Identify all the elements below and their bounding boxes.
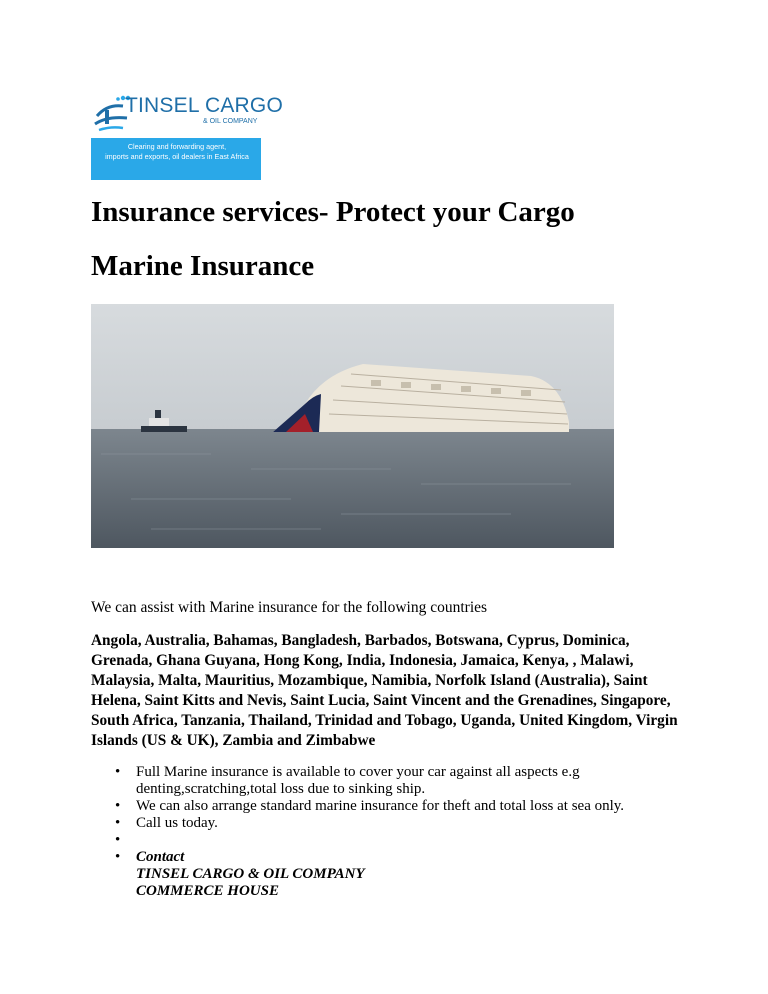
list-item bbox=[91, 815, 691, 832]
contact-item bbox=[91, 849, 691, 900]
countries-line: Malaysia, Malta, Mauritius, Mozambique, Namibia, Norfolk Island (Australia), Saint bbox=[91, 672, 648, 689]
countries-line: Helena, Saint Kitts and Nevis, Saint Lucia, Saint Vincent and the Grenadines, Singapore, bbox=[91, 692, 671, 709]
list-item bbox=[91, 764, 691, 798]
bullet-icon: • bbox=[115, 849, 121, 865]
countries-line: Angola, Australia, Bahamas, Bangladesh, Barbados, Botswana, Cyprus, Dominica, bbox=[91, 632, 630, 649]
logo-header bbox=[91, 86, 283, 136]
bullet-icon: • bbox=[115, 815, 121, 831]
capsized-ship-photo bbox=[91, 304, 614, 548]
countries-line: Grenada, Ghana Guyana, Hong Kong, India, Indonesia, Jamaica, Kenya, , Malawi, bbox=[91, 652, 634, 669]
bullet-icon: • bbox=[115, 798, 121, 814]
ship-illustration bbox=[91, 304, 614, 548]
bullet-icon: • bbox=[115, 832, 121, 848]
countries-line: South Africa, Tanzania, Thailand, Trinidad and Tobago, Uganda, United Kingdom, Virgin bbox=[91, 712, 678, 729]
list-item-text: Full Marine insurance is available to cover your car against all aspects e.g bbox=[136, 764, 580, 780]
page-title: Insurance services- Protect your Cargo bbox=[91, 196, 575, 228]
logo-brand-text: TINSEL CARGO bbox=[125, 94, 283, 117]
logo-tagline-line2: imports and exports, oil dealers in East Africa bbox=[105, 152, 249, 161]
contact-label: Contact bbox=[136, 849, 185, 865]
list-item-text: denting,scratching,total loss due to sinking ship. bbox=[136, 781, 426, 797]
logo-tagline-line1: Clearing and forwarding agent, bbox=[127, 142, 227, 151]
section-heading: Marine Insurance bbox=[91, 250, 315, 282]
company-logo bbox=[91, 86, 283, 180]
list-item bbox=[91, 798, 691, 815]
list-item-text: Call us today. bbox=[136, 815, 218, 831]
list-item-text: We can also arrange standard marine insurance for theft and total loss at sea only. bbox=[136, 798, 625, 814]
intro-text: We can assist with Marine insurance for the following countries bbox=[91, 599, 488, 616]
bullet-icon: • bbox=[115, 764, 121, 780]
bullet-list bbox=[91, 764, 691, 900]
logo-tagline-band bbox=[91, 138, 261, 180]
countries-line: Islands (US & UK), Zambia and Zimbabwe bbox=[91, 732, 376, 749]
contact-address: COMMERCE HOUSE bbox=[136, 883, 279, 899]
contact-company: TINSEL CARGO & OIL COMPANY bbox=[136, 866, 365, 882]
logo-tagline bbox=[94, 142, 260, 162]
logo-sub-text: & OIL COMPANY bbox=[203, 118, 258, 125]
list-item bbox=[91, 832, 691, 849]
countries-list bbox=[91, 631, 691, 751]
